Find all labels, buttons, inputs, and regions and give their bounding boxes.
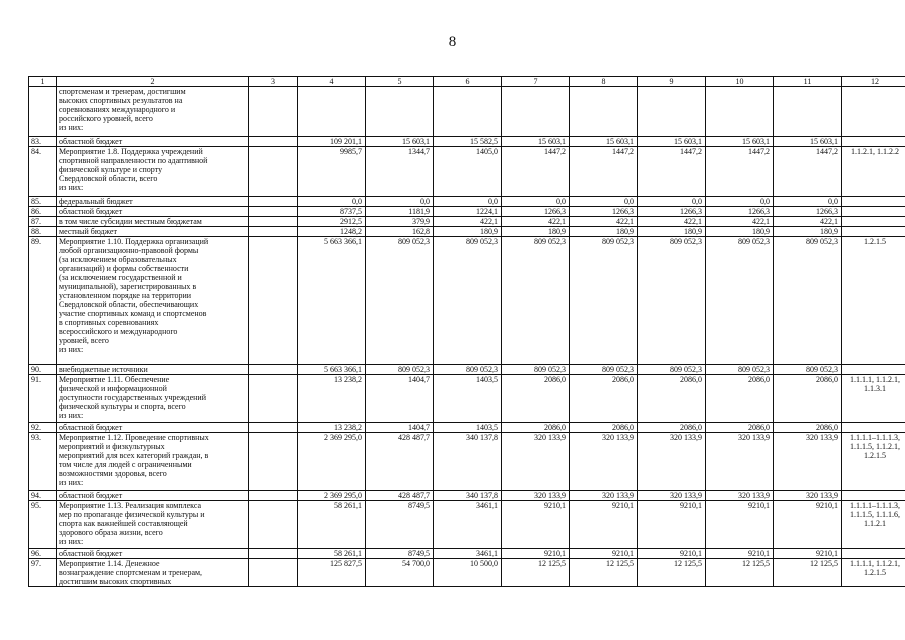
col3-cell (249, 549, 298, 559)
row-name-line: из них: (59, 478, 84, 487)
row-name-line: участие спортивных команд и спортсменов (59, 309, 207, 318)
target-ref-line: 1.1.1.5, 1.1.1.6, (850, 510, 900, 519)
row-name-line: областной бюджет (59, 137, 123, 146)
row-number-cell: 89. (29, 237, 57, 365)
target-ref-cell (842, 501, 905, 549)
value-cell (706, 87, 774, 137)
value-cell: 320 133,9 (774, 491, 842, 501)
value-cell: 2086,0 (774, 375, 842, 423)
value-cell: 15 603,1 (502, 137, 570, 147)
row-name-line: Свердловской области, обеспечивающих (59, 300, 199, 309)
row-number-cell: 86. (29, 207, 57, 217)
target-ref-cell (842, 559, 905, 587)
value-cell: 422,1 (434, 217, 502, 227)
header-cell: 6 (434, 77, 502, 87)
value-cell: 379,9 (366, 217, 434, 227)
value-cell: 2912,5 (298, 217, 366, 227)
value-cell: 9210,1 (570, 549, 638, 559)
row-name-cell (57, 87, 249, 137)
row-name-cell (57, 207, 249, 217)
value-cell: 15 582,5 (434, 137, 502, 147)
target-ref-cell (842, 87, 905, 137)
target-ref-cell (842, 147, 905, 197)
value-cell: 320 133,9 (706, 433, 774, 491)
header-cell: 11 (774, 77, 842, 87)
value-cell: 9210,1 (638, 501, 706, 549)
value-cell: 340 137,8 (434, 433, 502, 491)
value-cell: 9210,1 (706, 549, 774, 559)
table-row (29, 137, 905, 147)
row-name-line: из них: (59, 183, 84, 192)
value-cell: 0,0 (706, 197, 774, 207)
row-name-line: всероссийского и международного (59, 327, 178, 336)
value-cell: 9210,1 (570, 501, 638, 549)
value-cell: 58 261,1 (298, 549, 366, 559)
header-cell: 5 (366, 77, 434, 87)
value-cell: 2 369 295,0 (298, 491, 366, 501)
table-row (29, 559, 905, 587)
row-name-cell (57, 433, 249, 491)
value-cell: 320 133,9 (502, 491, 570, 501)
value-cell: 9210,1 (502, 501, 570, 549)
value-cell: 1403,5 (434, 375, 502, 423)
row-number-cell: 91. (29, 375, 57, 423)
col3-cell (249, 147, 298, 197)
row-name-line: Мероприятие 1.11. Обеспечение (59, 375, 170, 384)
value-cell: 320 133,9 (570, 491, 638, 501)
value-cell: 1266,3 (502, 207, 570, 217)
row-number-cell: 88. (29, 227, 57, 237)
value-cell: 809 052,3 (434, 237, 502, 365)
value-cell: 8737,5 (298, 207, 366, 217)
target-ref-cell (842, 423, 905, 433)
row-name-cell (57, 217, 249, 227)
row-name-line: здорового образа жизни, всего (59, 528, 163, 537)
value-cell: 180,9 (706, 227, 774, 237)
value-cell (570, 87, 638, 137)
row-number-cell (29, 87, 57, 137)
header-cell: 12 (842, 77, 905, 87)
value-cell: 809 052,3 (638, 237, 706, 365)
row-number-cell: 92. (29, 423, 57, 433)
value-cell: 1181,9 (366, 207, 434, 217)
header-cell: 1 (29, 77, 57, 87)
value-cell: 320 133,9 (638, 433, 706, 491)
value-cell (502, 87, 570, 137)
col3-cell (249, 375, 298, 423)
row-name-line: Мероприятие 1.14. Денежное (59, 559, 160, 568)
target-ref-line: 1.1.1.5, 1.1.2.1, (850, 442, 900, 451)
value-cell: 1224,1 (434, 207, 502, 217)
row-name-line: в спортивных соревнованиях (59, 318, 159, 327)
table-header-row (29, 77, 905, 87)
value-cell: 180,9 (502, 227, 570, 237)
value-cell: 422,1 (502, 217, 570, 227)
target-ref-line: 1.1.3.1 (864, 384, 886, 393)
value-cell: 1404,7 (366, 423, 434, 433)
target-ref-line: 1.2.1.5 (864, 237, 886, 246)
row-name-cell (57, 549, 249, 559)
value-cell: 0,0 (502, 197, 570, 207)
row-number-cell: 85. (29, 197, 57, 207)
header-cell: 10 (706, 77, 774, 87)
row-name-line: высоких спортивных результатов на (59, 96, 183, 105)
value-cell: 809 052,3 (502, 365, 570, 375)
value-cell: 1248,2 (298, 227, 366, 237)
value-cell: 12 125,5 (502, 559, 570, 587)
row-name-line: (за исключением государственной и (59, 273, 182, 282)
row-name-line: мероприятий и физкультурных (59, 442, 165, 451)
row-name-line: вознаграждение спортсменам и тренерам, (59, 568, 203, 577)
value-cell: 180,9 (638, 227, 706, 237)
table-row (29, 207, 905, 217)
row-name-line: уровней, всего (59, 336, 109, 345)
row-name-line: местный бюджет (59, 227, 117, 236)
value-cell: 809 052,3 (366, 237, 434, 365)
value-cell: 162,8 (366, 227, 434, 237)
row-name-cell (57, 237, 249, 365)
page-number: 8 (448, 34, 457, 50)
value-cell: 340 137,8 (434, 491, 502, 501)
target-ref-cell (842, 491, 905, 501)
value-cell: 12 125,5 (774, 559, 842, 587)
table-row (29, 87, 905, 137)
value-cell: 2086,0 (570, 423, 638, 433)
value-cell: 5 663 366,1 (298, 237, 366, 365)
row-name-cell (57, 375, 249, 423)
value-cell: 809 052,3 (502, 237, 570, 365)
value-cell (638, 87, 706, 137)
row-name-line: из них: (59, 537, 84, 546)
row-name-line: соревнованиях международного и (59, 105, 176, 114)
row-name-cell (57, 423, 249, 433)
target-ref-line: 1.1.1.1, 1.1.2.1, (850, 559, 900, 568)
value-cell: 0,0 (638, 197, 706, 207)
value-cell: 422,1 (774, 217, 842, 227)
row-number-cell: 84. (29, 147, 57, 197)
row-number-cell: 90. (29, 365, 57, 375)
row-name-cell (57, 365, 249, 375)
value-cell: 809 052,3 (366, 365, 434, 375)
row-name-line: любой организационно-правовой формы (59, 246, 199, 255)
target-ref-cell (842, 365, 905, 375)
target-ref-cell (842, 217, 905, 227)
col3-cell (249, 197, 298, 207)
value-cell: 8749,5 (366, 501, 434, 549)
value-cell: 12 125,5 (706, 559, 774, 587)
value-cell: 1447,2 (774, 147, 842, 197)
value-cell: 180,9 (774, 227, 842, 237)
table-body (29, 77, 905, 587)
value-cell: 12 125,5 (638, 559, 706, 587)
row-number-cell: 83. (29, 137, 57, 147)
value-cell: 428 487,7 (366, 433, 434, 491)
value-cell: 1266,3 (774, 207, 842, 217)
value-cell: 12 125,5 (570, 559, 638, 587)
header-cell: 7 (502, 77, 570, 87)
row-name-line: доступности государственных учреждений (59, 393, 206, 402)
value-cell: 1266,3 (638, 207, 706, 217)
target-ref-line: 1.1.2.1, 1.1.2.2 (851, 147, 899, 156)
value-cell: 2086,0 (706, 375, 774, 423)
col3-cell (249, 87, 298, 137)
target-ref-cell (842, 549, 905, 559)
target-ref-cell (842, 137, 905, 147)
value-cell: 15 603,1 (570, 137, 638, 147)
col3-cell (249, 501, 298, 549)
value-cell: 109 201,1 (298, 137, 366, 147)
value-cell: 3461,1 (434, 549, 502, 559)
row-name-line: из них: (59, 123, 84, 132)
value-cell: 2086,0 (502, 375, 570, 423)
target-ref-line: 1.1.2.1 (864, 519, 886, 528)
value-cell: 320 133,9 (774, 433, 842, 491)
row-name-line: в том числе субсидии местным бюджетам (59, 217, 202, 226)
value-cell: 320 133,9 (502, 433, 570, 491)
header-cell: 3 (249, 77, 298, 87)
row-name-line: достигшим высоких спортивных (59, 577, 172, 586)
row-name-line: областной бюджет (59, 423, 123, 432)
row-name-line: возможностями здоровья, всего (59, 469, 167, 478)
value-cell: 15 603,1 (638, 137, 706, 147)
value-cell: 1404,7 (366, 375, 434, 423)
table-row (29, 227, 905, 237)
table-row (29, 423, 905, 433)
target-ref-cell (842, 375, 905, 423)
value-cell: 422,1 (570, 217, 638, 227)
table-row (29, 237, 905, 365)
value-cell: 1405,0 (434, 147, 502, 197)
table-row (29, 365, 905, 375)
value-cell: 1266,3 (706, 207, 774, 217)
row-number-cell: 96. (29, 549, 57, 559)
value-cell: 1266,3 (570, 207, 638, 217)
col3-cell (249, 423, 298, 433)
value-cell: 5 663 366,1 (298, 365, 366, 375)
value-cell: 1447,2 (502, 147, 570, 197)
row-name-line: российского уровней, всего (59, 114, 153, 123)
value-cell: 320 133,9 (570, 433, 638, 491)
row-number-cell: 95. (29, 501, 57, 549)
value-cell: 0,0 (298, 197, 366, 207)
row-name-line: установленном порядке на территории (59, 291, 192, 300)
value-cell: 180,9 (434, 227, 502, 237)
col3-cell (249, 207, 298, 217)
value-cell: 1344,7 (366, 147, 434, 197)
row-name-line: Мероприятие 1.13. Реализация комплекса (59, 501, 202, 510)
row-name-line: областной бюджет (59, 207, 123, 216)
value-cell: 809 052,3 (774, 365, 842, 375)
value-cell: 422,1 (638, 217, 706, 227)
row-name-line: из них: (59, 345, 84, 354)
value-cell: 809 052,3 (706, 365, 774, 375)
value-cell: 9985,7 (298, 147, 366, 197)
table-row (29, 217, 905, 227)
row-name-line: спортсменам и тренерам, достигшим (59, 87, 186, 96)
header-cell: 2 (57, 77, 249, 87)
value-cell: 2086,0 (638, 375, 706, 423)
target-ref-line: 1.1.1.1–1.1.1.3, (850, 501, 900, 510)
target-ref-cell (842, 207, 905, 217)
col3-cell (249, 559, 298, 587)
value-cell: 2 369 295,0 (298, 433, 366, 491)
value-cell: 8749,5 (366, 549, 434, 559)
value-cell: 1447,2 (706, 147, 774, 197)
row-number-cell: 94. (29, 491, 57, 501)
value-cell: 2086,0 (638, 423, 706, 433)
value-cell: 0,0 (366, 197, 434, 207)
value-cell: 809 052,3 (570, 365, 638, 375)
row-name-line: спортивной направленности по адаптивной (59, 156, 208, 165)
value-cell: 809 052,3 (706, 237, 774, 365)
value-cell: 320 133,9 (638, 491, 706, 501)
row-name-line: из них: (59, 411, 84, 420)
row-name-line: муниципальной), зарегистрированных в (59, 282, 197, 291)
value-cell: 180,9 (570, 227, 638, 237)
col3-cell (249, 137, 298, 147)
row-name-line: мер по пропаганде физической культуры и (59, 510, 205, 519)
row-name-line: Свердловской области, всего (59, 174, 158, 183)
value-cell: 809 052,3 (434, 365, 502, 375)
row-name-cell (57, 227, 249, 237)
row-name-line: областной бюджет (59, 491, 123, 500)
target-ref-cell (842, 197, 905, 207)
value-cell (298, 87, 366, 137)
table-row (29, 433, 905, 491)
row-name-cell (57, 147, 249, 197)
value-cell: 15 603,1 (706, 137, 774, 147)
col3-cell (249, 491, 298, 501)
value-cell: 9210,1 (706, 501, 774, 549)
value-cell: 15 603,1 (366, 137, 434, 147)
row-name-cell (57, 491, 249, 501)
target-ref-cell (842, 433, 905, 491)
value-cell: 9210,1 (774, 549, 842, 559)
value-cell: 9210,1 (502, 549, 570, 559)
row-number-cell: 87. (29, 217, 57, 227)
value-cell: 809 052,3 (570, 237, 638, 365)
value-cell: 2086,0 (502, 423, 570, 433)
value-cell: 0,0 (434, 197, 502, 207)
value-cell: 320 133,9 (706, 491, 774, 501)
target-ref-line: 1.2.1.5 (864, 568, 886, 577)
row-name-line: Мероприятие 1.10. Поддержка организаций (59, 237, 209, 246)
header-cell: 4 (298, 77, 366, 87)
row-name-line: внебюджетные источники (59, 365, 148, 374)
value-cell (774, 87, 842, 137)
value-cell: 2086,0 (570, 375, 638, 423)
col3-cell (249, 237, 298, 365)
table-row (29, 375, 905, 423)
value-cell: 809 052,3 (638, 365, 706, 375)
value-cell: 2086,0 (706, 423, 774, 433)
row-name-line: федеральный бюджет (59, 197, 133, 206)
table-row (29, 491, 905, 501)
target-ref-line: 1.1.1.1, 1.1.2.1, (850, 375, 900, 384)
value-cell: 10 500,0 (434, 559, 502, 587)
row-name-cell (57, 501, 249, 549)
value-cell: 1447,2 (570, 147, 638, 197)
row-number-cell: 97. (29, 559, 57, 587)
value-cell: 15 603,1 (774, 137, 842, 147)
value-cell: 13 238,2 (298, 423, 366, 433)
table-row (29, 549, 905, 559)
row-name-cell (57, 197, 249, 207)
table-row (29, 147, 905, 197)
target-ref-line: 1.1.1.1–1.1.1.3, (850, 433, 900, 442)
value-cell (366, 87, 434, 137)
value-cell: 9210,1 (638, 549, 706, 559)
row-name-line: мероприятий для всех категорий граждан, в (59, 451, 209, 460)
value-cell: 58 261,1 (298, 501, 366, 549)
row-name-line: спорта как важнейшей составляющей (59, 519, 188, 528)
row-name-line: (за исключением образовательных (59, 255, 177, 264)
col3-cell (249, 227, 298, 237)
table-row (29, 197, 905, 207)
row-number-cell: 93. (29, 433, 57, 491)
header-cell: 9 (638, 77, 706, 87)
row-name-cell (57, 559, 249, 587)
row-name-line: областной бюджет (59, 549, 123, 558)
value-cell: 125 827,5 (298, 559, 366, 587)
row-name-line: организаций) и формы собственности (59, 264, 189, 273)
row-name-line: физической культуры и спорта, всего (59, 402, 186, 411)
target-ref-cell (842, 227, 905, 237)
row-name-line: Мероприятие 1.8. Поддержка учреждений (59, 147, 203, 156)
target-ref-cell (842, 237, 905, 365)
budget-table (28, 76, 905, 587)
value-cell: 0,0 (570, 197, 638, 207)
value-cell (434, 87, 502, 137)
value-cell: 428 487,7 (366, 491, 434, 501)
row-name-cell (57, 137, 249, 147)
col3-cell (249, 433, 298, 491)
value-cell: 54 700,0 (366, 559, 434, 587)
row-name-line: физической и информационной (59, 384, 167, 393)
table-row (29, 501, 905, 549)
row-name-line: физической культуре и спорту (59, 165, 163, 174)
value-cell: 422,1 (706, 217, 774, 227)
value-cell: 13 238,2 (298, 375, 366, 423)
value-cell: 3461,1 (434, 501, 502, 549)
value-cell: 1447,2 (638, 147, 706, 197)
row-name-line: том числе для людей с ограниченными (59, 460, 192, 469)
value-cell: 809 052,3 (774, 237, 842, 365)
value-cell: 1403,5 (434, 423, 502, 433)
value-cell: 9210,1 (774, 501, 842, 549)
value-cell: 0,0 (774, 197, 842, 207)
col3-cell (249, 365, 298, 375)
target-ref-line: 1.2.1.5 (864, 451, 886, 460)
header-cell: 8 (570, 77, 638, 87)
value-cell: 2086,0 (774, 423, 842, 433)
col3-cell (249, 217, 298, 227)
row-name-line: Мероприятие 1.12. Проведение спортивных (59, 433, 209, 442)
